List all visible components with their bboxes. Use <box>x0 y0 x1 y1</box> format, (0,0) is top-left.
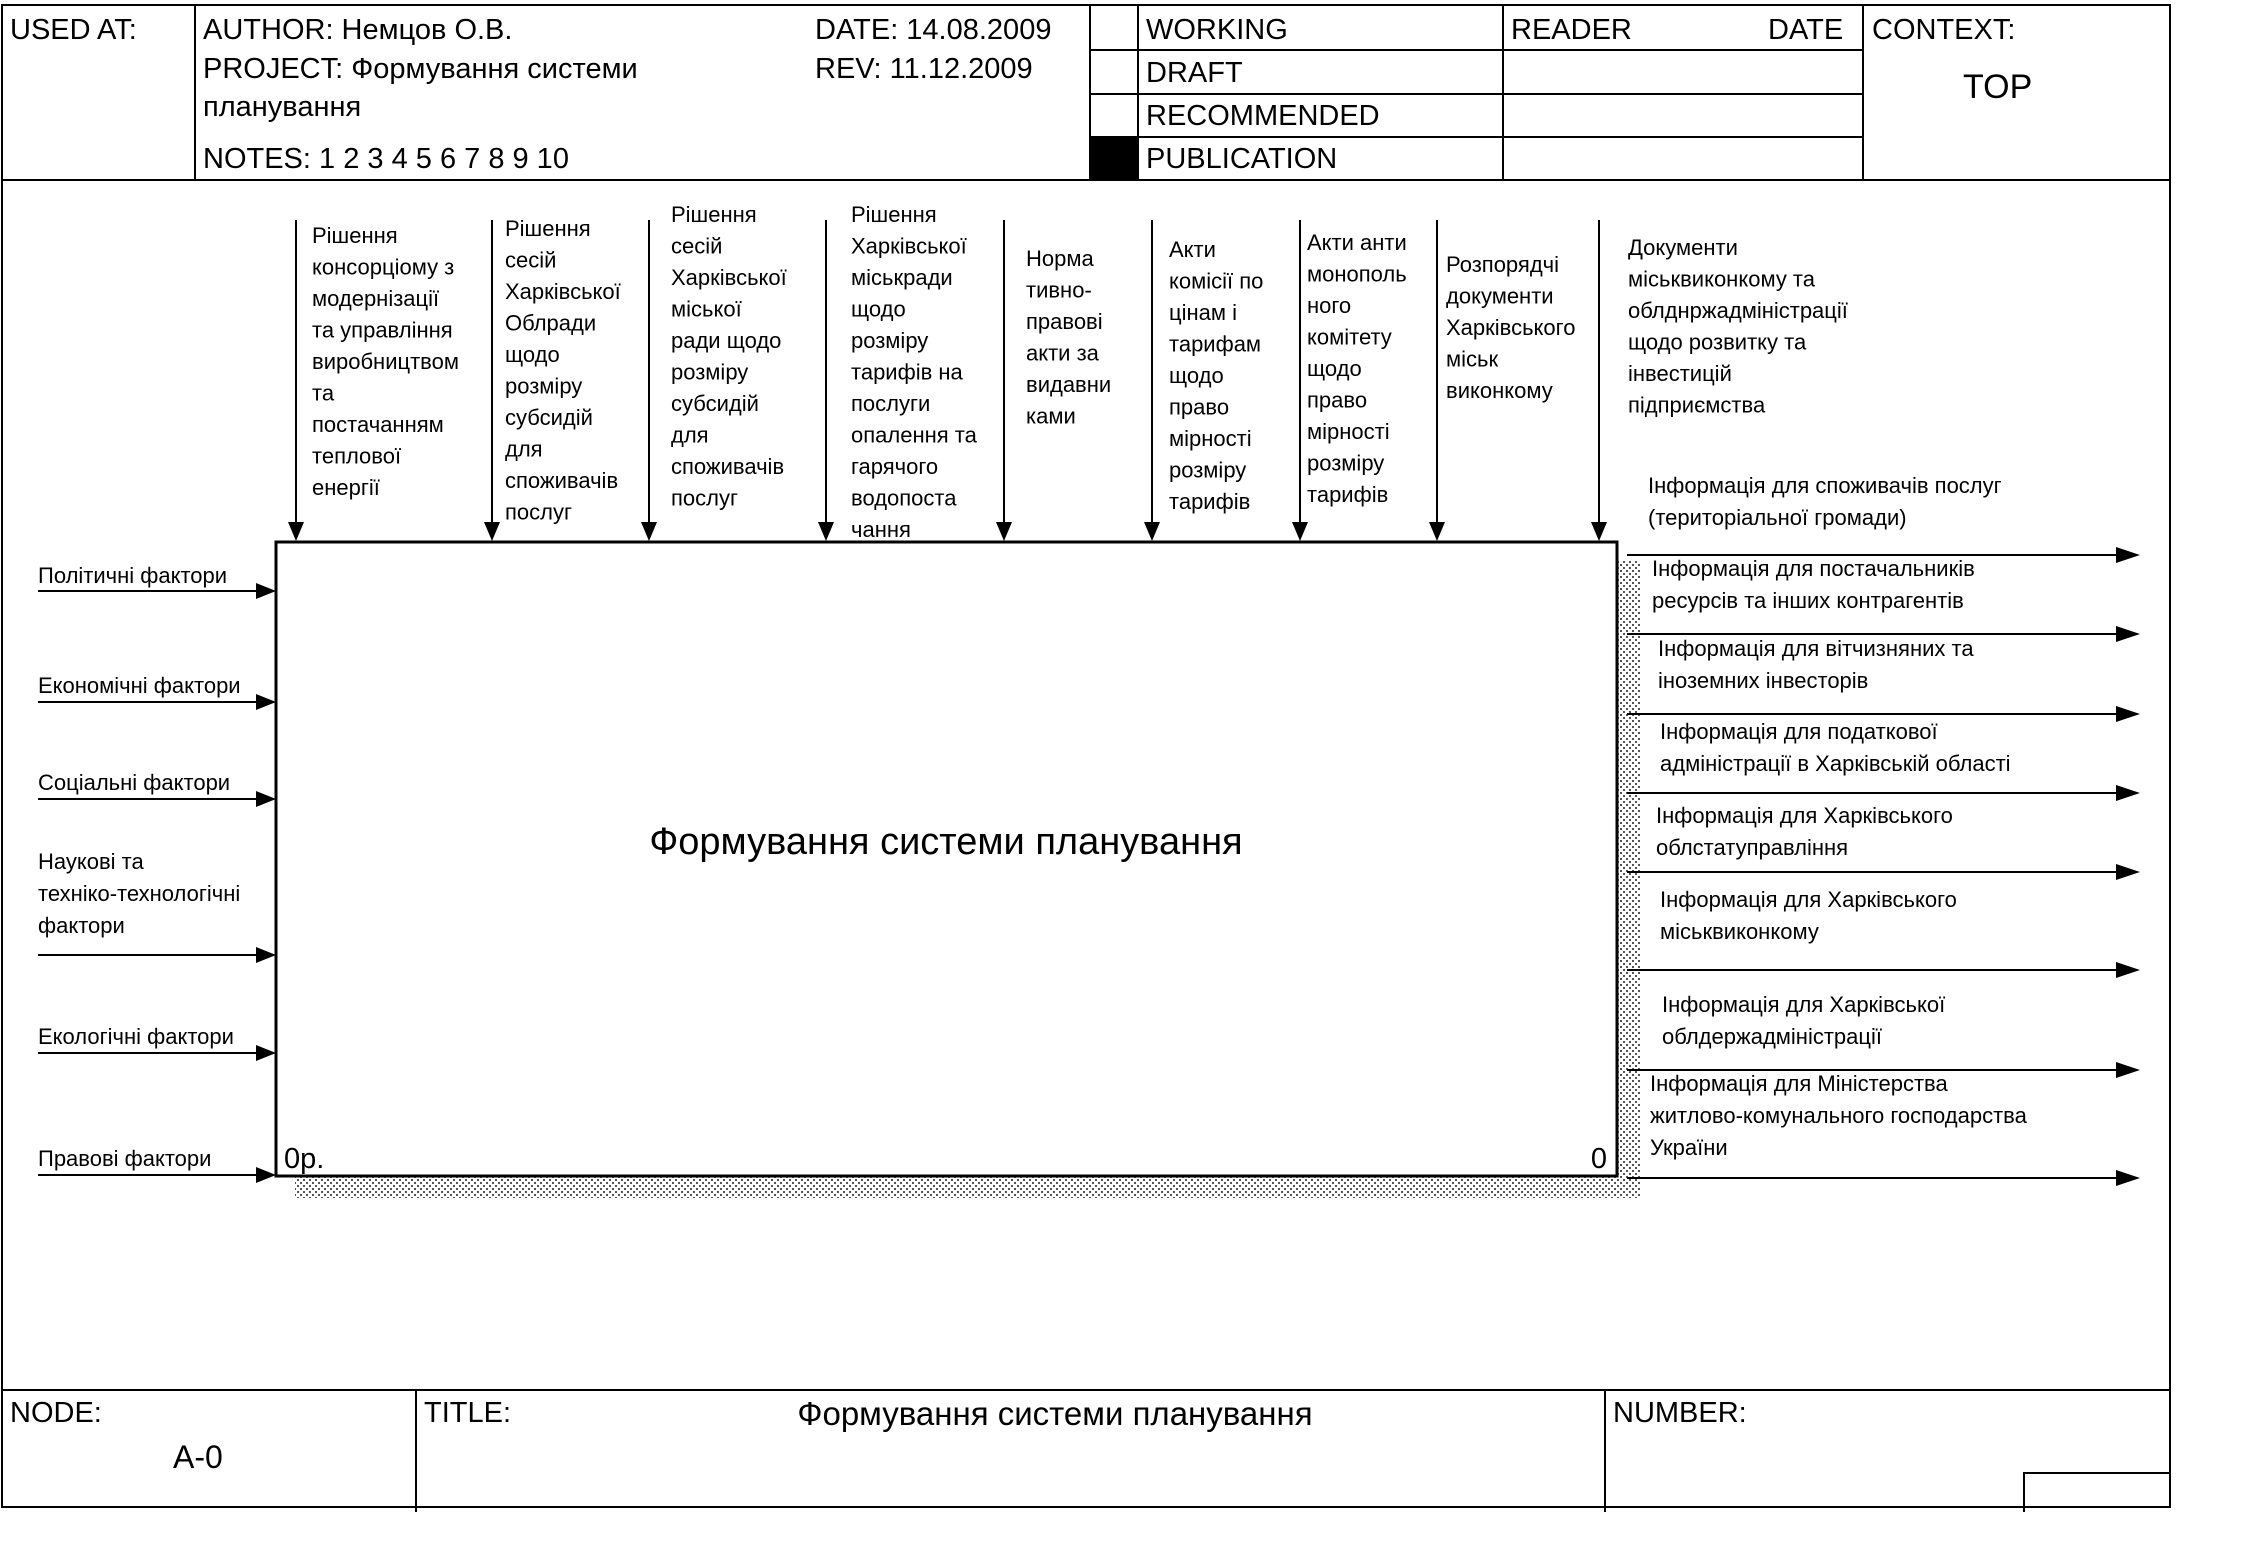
input-arrow[interactable] <box>38 673 276 710</box>
status-draft: DRAFT <box>1146 57 1243 89</box>
control-label-line: мірності <box>1307 419 1390 444</box>
arrowhead-icon <box>2116 1062 2140 1078</box>
control-label-line: право <box>1307 387 1368 413</box>
arrowhead-icon <box>256 583 276 599</box>
title-label: TITLE: <box>424 1397 512 1429</box>
control-label-line: субсидій <box>505 405 593 430</box>
control-label-line: розміру <box>1307 450 1385 476</box>
output-label-line: Інформація для Харківського <box>1660 887 1957 912</box>
output-label <box>1662 992 1945 1049</box>
control-label-line: розміру <box>1169 457 1247 483</box>
control-label <box>1307 230 1407 507</box>
box-shadow-bottom <box>295 1176 1640 1198</box>
output-label-line: (територіальної громади) <box>1648 505 1907 530</box>
control-label-line: Харківського <box>1446 315 1576 340</box>
control-label-line: енергії <box>312 475 380 500</box>
arrowhead-icon <box>1591 522 1607 541</box>
arrowhead-icon <box>641 522 657 541</box>
output-arrow[interactable] <box>1627 887 2140 978</box>
control-arrow[interactable] <box>1429 220 1575 541</box>
input-arrow[interactable] <box>38 770 276 807</box>
control-label-line: тарифів <box>1169 489 1251 514</box>
control-label <box>671 202 787 511</box>
control-label-line: документи <box>1446 283 1554 309</box>
input-arrow[interactable] <box>38 1024 276 1061</box>
control-label-line: щодо <box>851 296 906 322</box>
control-label-line: цінам і <box>1169 300 1237 325</box>
arrowhead-icon <box>996 522 1012 541</box>
arrowhead-icon <box>2116 785 2140 801</box>
control-label-line: монополь <box>1307 261 1407 287</box>
control-label-line: Рішення <box>312 223 398 248</box>
output-arrow[interactable] <box>1627 473 2140 563</box>
control-label-line: послуги <box>851 391 931 416</box>
control-label-line: послуг <box>671 485 739 511</box>
input-arrows <box>38 563 276 1183</box>
output-label-line: адміністрації в Харківській області <box>1660 751 2011 776</box>
control-label-line: розміру <box>851 328 929 353</box>
input-label-line: Наукові та <box>38 849 144 874</box>
control-label-line: тарифам <box>1169 331 1262 357</box>
control-label-line: виконкому <box>1446 378 1553 403</box>
arrowhead-icon <box>2116 864 2140 880</box>
arrowhead-icon <box>256 1167 276 1183</box>
output-arrow[interactable] <box>1627 636 2140 722</box>
output-label-line: облдержадміністрації <box>1662 1024 1882 1049</box>
control-label-line: мірності <box>1169 426 1252 451</box>
control-label-line: субсидій <box>671 391 759 416</box>
control-label-line: Розпорядчі <box>1446 252 1560 277</box>
footer-text <box>10 1395 1747 1475</box>
control-label-line: щодо розвитку та <box>1628 329 1807 355</box>
control-label-line: Акти <box>1169 237 1216 262</box>
used-at-label: USED AT: <box>10 14 137 46</box>
output-arrow[interactable] <box>1627 803 2140 880</box>
control-label-line: та управління <box>312 317 453 343</box>
reader-label: READER <box>1511 14 1632 46</box>
control-label <box>505 216 621 525</box>
context-label: CONTEXT: <box>1872 14 2016 46</box>
control-arrow[interactable] <box>288 220 459 541</box>
node-value: А-0 <box>173 1439 223 1475</box>
control-label-line: щодо <box>1307 356 1362 381</box>
control-label-line: гарячого <box>851 454 939 479</box>
control-label-line: сесій <box>671 233 723 259</box>
control-label-line: опалення та <box>851 422 977 448</box>
control-label-line: для <box>505 436 543 462</box>
input-arrow[interactable] <box>38 563 276 599</box>
output-label <box>1660 887 1957 944</box>
control-label-line: видавни <box>1026 372 1112 397</box>
output-arrow[interactable] <box>1627 992 2140 1078</box>
output-label <box>1656 803 1953 860</box>
control-label-line: розміру <box>671 359 749 385</box>
input-label <box>38 673 241 698</box>
date-line: DATE: 14.08.2009 <box>815 14 1052 46</box>
status-recommended: RECOMMENDED <box>1146 100 1380 132</box>
control-label <box>1446 252 1575 403</box>
control-label-line: комісії по <box>1169 268 1264 294</box>
control-label <box>1026 246 1111 429</box>
control-label-line: інвестицій <box>1628 361 1732 386</box>
arrowhead-icon <box>1429 522 1445 541</box>
output-label-line: облстатуправління <box>1656 835 1849 860</box>
control-label <box>312 223 459 500</box>
arrowhead-icon <box>2116 706 2140 722</box>
output-label-line: Інформація для вітчизняних та <box>1658 636 1974 661</box>
input-label-line: Правові фактори <box>38 1146 212 1171</box>
control-label-line: щодо <box>505 342 560 367</box>
arrowhead-icon <box>1292 522 1308 541</box>
input-label-line: Соціальні фактори <box>38 770 231 795</box>
output-label-line: Інформація для постачальників <box>1652 556 1975 581</box>
control-label-line: ради щодо <box>671 328 782 353</box>
input-label-line: Екологічні фактори <box>38 1024 234 1049</box>
control-label-line: споживачів <box>505 468 619 493</box>
output-label-line: Інформація для Харківської <box>1662 992 1946 1017</box>
control-label-line: Норма <box>1026 246 1094 271</box>
control-label-line: правові <box>1026 309 1103 334</box>
activity-box-cost: 0р. <box>284 1143 325 1175</box>
control-label-line: Харківської <box>671 265 787 290</box>
control-arrows <box>288 202 1848 542</box>
control-label-line: Рішення <box>671 202 757 227</box>
control-label-line: міськвиконкому та <box>1628 266 1815 292</box>
arrowhead-icon <box>2116 1170 2140 1186</box>
publication-marker <box>1091 138 1137 180</box>
control-arrow[interactable] <box>641 202 787 541</box>
arrowhead-icon <box>256 791 276 807</box>
arrowhead-icon <box>256 947 276 963</box>
output-label-line: житлово-комунального господарства <box>1650 1103 2027 1128</box>
output-label-line: ресурсів та інших контрагентів <box>1652 588 1964 613</box>
notes-line: NOTES: 1 2 3 4 5 6 7 8 9 10 <box>203 143 569 175</box>
control-label-line: постачанням <box>312 412 444 437</box>
control-arrow[interactable] <box>1292 220 1407 541</box>
control-label <box>1628 235 1848 418</box>
input-label <box>38 849 240 938</box>
input-label <box>38 1024 234 1049</box>
input-label-line: техніко-технологічні <box>38 881 241 906</box>
output-label-line: Інформація для споживачів послуг <box>1648 473 2002 498</box>
control-arrow[interactable] <box>996 220 1111 541</box>
box-shadow-right <box>1617 560 1640 1198</box>
control-label-line: сесій <box>505 247 557 273</box>
input-arrow[interactable] <box>38 849 276 963</box>
context-value: TOP <box>1963 68 2033 106</box>
control-label-line: споживачів <box>671 454 785 479</box>
output-arrow[interactable] <box>1627 719 2140 801</box>
output-arrow[interactable] <box>1627 1071 2140 1186</box>
input-label-line: Економічні фактори <box>38 673 241 698</box>
output-label-line: Інформація для Харківського <box>1656 803 1953 828</box>
arrowhead-icon <box>256 1045 276 1061</box>
output-label-line: Інформація для податкової <box>1660 719 1938 744</box>
input-label <box>38 770 230 795</box>
control-label-line: міської <box>671 296 742 322</box>
arrowhead-icon <box>2116 962 2140 978</box>
status-working: WORKING <box>1146 14 1288 46</box>
control-label-line: право <box>1169 394 1230 420</box>
project-line-2: планування <box>203 91 362 123</box>
arrowhead-icon <box>1144 522 1160 541</box>
rev-line: REV: 11.12.2009 <box>815 53 1033 85</box>
input-arrow[interactable] <box>38 1146 276 1183</box>
input-label-line: фактори <box>38 913 125 938</box>
output-label-line: Інформація для Міністерства <box>1650 1071 1948 1096</box>
control-arrow[interactable] <box>484 216 621 541</box>
control-label <box>1169 237 1263 514</box>
control-label-line: ного <box>1307 293 1352 318</box>
status-publication: PUBLICATION <box>1146 143 1338 175</box>
control-label <box>851 202 978 542</box>
output-arrows <box>1627 473 2140 1186</box>
activity-box-title: Формування системи планування <box>649 821 1243 863</box>
control-label-line: виробництвом <box>312 349 459 374</box>
control-label-line: Харківської <box>851 233 967 259</box>
footer-title: Формування системи планування <box>797 1395 1313 1432</box>
control-label-line: міськ <box>1446 346 1499 372</box>
arrowhead-icon <box>2116 547 2140 563</box>
output-label <box>1652 556 1975 613</box>
arrowhead-icon <box>484 522 500 541</box>
activity-box-group <box>276 542 1640 1198</box>
control-label-line: ками <box>1026 403 1076 429</box>
output-label-line: міськвиконкому <box>1660 919 1819 944</box>
control-label-line: тарифів на <box>851 359 963 385</box>
node-label: NODE: <box>10 1397 102 1429</box>
control-label-line: послуг <box>505 499 573 525</box>
arrowhead-icon <box>256 694 276 710</box>
project-line-1: PROJECT: Формування системи <box>203 53 638 85</box>
author-line: AUTHOR: Немцов О.В. <box>203 14 513 46</box>
control-label-line: модернізації <box>312 286 440 311</box>
control-label-line: консорціому з <box>312 254 455 280</box>
control-label-line: Харківської <box>505 279 621 304</box>
arrowhead-icon <box>288 522 304 541</box>
control-label-line: Рішення <box>505 216 591 241</box>
control-label-line: акти за <box>1026 340 1099 366</box>
output-label-line: іноземних інвесторів <box>1658 668 1869 693</box>
control-label-line: тарифів <box>1307 482 1389 507</box>
control-arrow[interactable] <box>1144 220 1263 541</box>
output-label <box>1658 636 1974 693</box>
control-label-line: облднржадміністрації <box>1628 298 1848 323</box>
output-label <box>1660 719 2011 776</box>
output-label <box>1650 1071 2028 1160</box>
control-label-line: тивно- <box>1026 277 1092 303</box>
control-label-line: міськради <box>851 265 953 290</box>
control-label-line: комітету <box>1307 324 1392 350</box>
control-label-line: теплової <box>312 443 402 469</box>
control-label-line: щодо <box>1169 363 1224 388</box>
control-arrow[interactable] <box>818 202 978 542</box>
arrowhead-icon <box>818 522 834 541</box>
control-label-line: водопоста <box>851 485 957 511</box>
control-label-line: підприємства <box>1628 392 1766 418</box>
output-label-line: України <box>1650 1135 1728 1160</box>
input-label <box>38 563 227 588</box>
arrowhead-icon <box>2116 626 2140 642</box>
number-label: NUMBER: <box>1613 1397 1747 1429</box>
control-label-line: Рішення <box>851 202 937 227</box>
input-label-line: Політичні фактори <box>38 563 228 588</box>
reader-date-label: DATE <box>1768 14 1844 46</box>
control-label-line: Облради <box>505 310 597 336</box>
output-label <box>1648 473 2002 530</box>
input-label <box>38 1146 211 1171</box>
control-label-line: для <box>671 422 709 448</box>
control-label-line: Документи <box>1628 235 1738 260</box>
control-label-line: та <box>312 380 335 406</box>
control-label-line: розміру <box>505 373 583 399</box>
output-arrow[interactable] <box>1627 556 2140 642</box>
control-label-line: чання <box>851 517 911 542</box>
control-label-line: Акти анти <box>1307 230 1407 255</box>
activity-box-number: 0 <box>1590 1143 1607 1175</box>
